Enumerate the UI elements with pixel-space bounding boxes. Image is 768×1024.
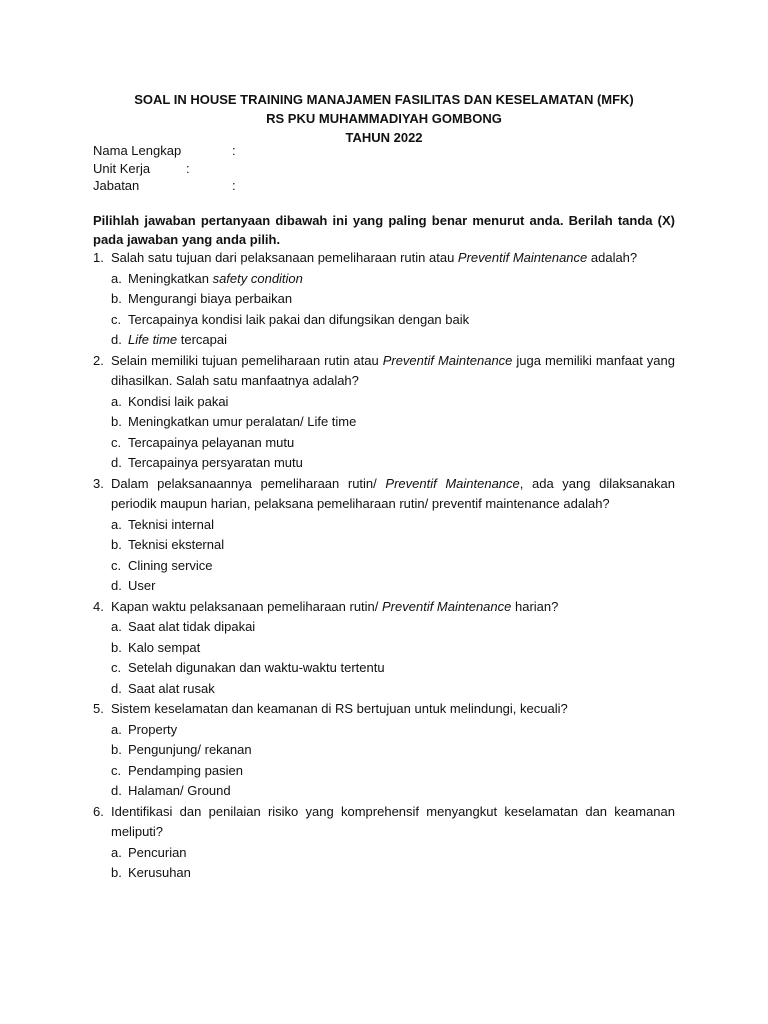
answer-option[interactable]: b. Meningkatkan umur peralatan/ Life time	[111, 414, 357, 429]
answer-option[interactable]: d. Saat alat rusak	[111, 680, 215, 696]
answer-option[interactable]: d. User	[111, 578, 156, 593]
answer-option[interactable]: d. Halaman/ Ground	[111, 783, 231, 798]
instruction-text: Pilihlah jawaban pertanyaan dibawah ini yang paling benar menurut anda. Berilah tanda (X) pada jawaban yang anda pilih.	[93, 213, 675, 247]
answer-option[interactable]: c. Pendamping pasien	[111, 762, 243, 778]
question-text: 6. Identifikasi dan penilaian risiko yang komprehensif menyangkut keselamatan dan keamanan meliputi?	[93, 803, 675, 839]
answer-option[interactable]: d. Tercapainya persyaratan mutu	[111, 455, 303, 470]
header-institution: RS PKU MUHAMMADIYAH GOMBONG	[266, 111, 502, 126]
field-colon: :	[232, 178, 236, 193]
answer-option[interactable]: c. Clining service	[111, 557, 213, 573]
field-colon: :	[186, 160, 190, 176]
answer-option[interactable]: b. Mengurangi biaya perbaikan	[111, 291, 293, 306]
answer-option[interactable]: b. Teknisi eksternal	[111, 537, 225, 552]
question-text: 1. Salah satu tujuan dari pelaksanaan pemeliharaan rutin atau Preventif Maintenance adalah?	[93, 248, 675, 269]
answer-option[interactable]: a. Teknisi internal	[111, 516, 214, 532]
question-3	[93, 474, 675, 597]
header-year: TAHUN 2022	[345, 130, 423, 145]
question-4	[93, 597, 675, 700]
answer-option[interactable]: c. Setelah digunakan dan waktu-waktu tertentu	[111, 660, 385, 675]
question-5	[93, 699, 675, 802]
answer-option[interactable]: c. Tercapainya kondisi laik pakai dan difungsikan dengan baik	[111, 311, 470, 327]
field-colon: :	[232, 143, 236, 158]
answer-option[interactable]: a. Kondisi laik pakai	[111, 393, 229, 409]
header-title: SOAL IN HOUSE TRAINING MANAJAMEN FASILITAS DAN KESELAMATAN (MFK)	[134, 92, 634, 107]
field-unit-kerja	[93, 160, 190, 178]
question-text: 4. Kapan waktu pelaksanaan pemeliharaan rutin/ Preventif Maintenance harian?	[93, 597, 675, 618]
document-header	[0, 90, 768, 147]
question-number: 1.	[93, 250, 104, 265]
answer-option[interactable]: b. Kerusuhan	[111, 865, 191, 880]
question-number: 2.	[93, 352, 104, 368]
answer-option[interactable]: a. Meningkatkan safety condition	[111, 270, 303, 286]
identity-fields	[93, 142, 236, 195]
field-jabatan	[93, 177, 236, 195]
field-label: Jabatan	[93, 178, 140, 193]
answer-option[interactable]: b. Pengunjung/ rekanan	[111, 742, 252, 757]
answer-option[interactable]: a. Pencurian	[111, 844, 187, 860]
question-number: 6.	[93, 803, 104, 819]
question-2	[93, 351, 675, 474]
field-label: Nama Lengkap	[93, 143, 182, 158]
question-6	[93, 802, 675, 884]
answer-option[interactable]: a. Property	[111, 721, 178, 737]
question-text: 3. Dalam pelaksanaannya pemeliharaan rutin/ Preventif Maintenance, ada yang dilaksanakan periodik maupun harian, pelaksana pemeliharaan rutin/ preventif maintenance adalah?	[93, 475, 675, 511]
question-text: 2. Selain memiliki tujuan pemeliharaan rutin atau Preventif Maintenance juga memiliki manfaat yang dihasilkan. Salah satu manfaatnya adalah?	[93, 352, 675, 388]
question-number: 5.	[93, 701, 104, 716]
question-text: 5. Sistem keselamatan dan keamanan di RS bertujuan untuk melindungi, kecuali?	[93, 699, 675, 720]
question-number: 4.	[93, 598, 104, 614]
question-1	[93, 248, 675, 351]
answer-option[interactable]: a. Saat alat tidak dipakai	[111, 619, 256, 634]
answer-option[interactable]: c. Tercapainya pelayanan mutu	[111, 434, 295, 450]
answer-option[interactable]: b. Kalo sempat	[111, 639, 201, 655]
answer-option[interactable]: d. Life time tercapai	[111, 332, 228, 347]
field-nama-lengkap	[93, 142, 236, 160]
field-label: Unit Kerja	[93, 160, 151, 176]
question-list	[93, 248, 675, 884]
question-number: 3.	[93, 475, 104, 491]
